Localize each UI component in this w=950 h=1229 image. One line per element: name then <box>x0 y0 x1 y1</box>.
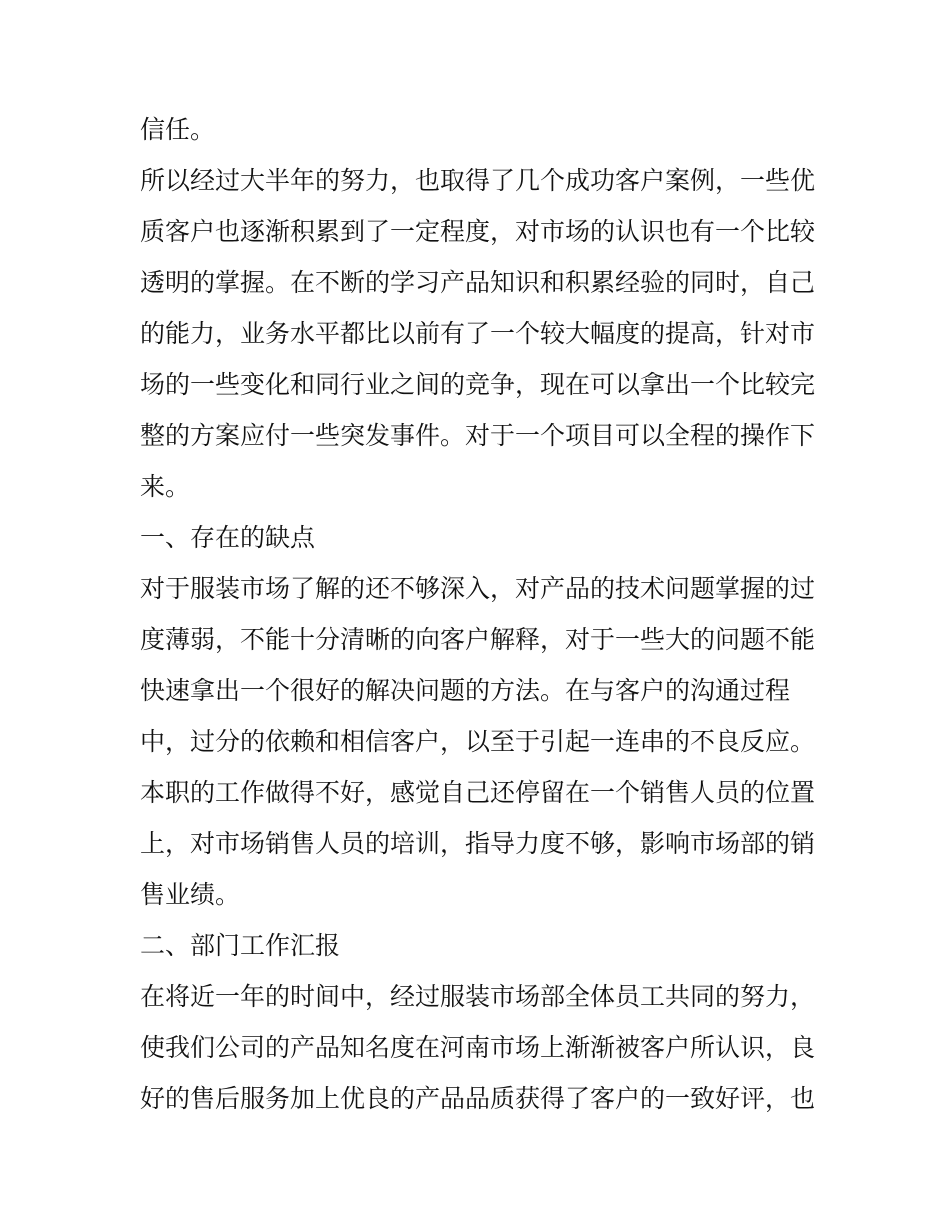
body-text-line: 场的一些变化和同行业之间的竞争，现在可以拿出一个比较完 <box>140 370 816 399</box>
body-text-line: 质客户也逐渐积累到了一定程度，对市场的认识也有一个比较 <box>140 217 816 246</box>
body-text-line: 的能力，业务水平都比以前有了一个较大幅度的提高，针对市 <box>140 319 816 348</box>
body-text-line: 整的方案应付一些突发事件。对于一个项目可以全程的操作下 <box>140 421 816 450</box>
body-text-line: 快速拿出一个很好的解决问题的方法。在与客户的沟通过程 <box>140 676 791 705</box>
body-text-line: 度薄弱，不能十分清晰的向客户解释，对于一些大的问题不能 <box>140 625 816 654</box>
document-body <box>140 104 820 1124</box>
body-text-line: 在将近一年的时间中，经过服装市场部全体员工共同的努力， <box>140 982 816 1011</box>
body-text-line: 来。 <box>140 472 191 501</box>
body-text-line: 好的售后服务加上优良的产品品质获得了客户的一致好评，也 <box>140 1084 816 1113</box>
body-text-line: 所以经过大半年的努力，也取得了几个成功客户案例，一些优 <box>140 166 816 195</box>
body-text-line: 信任。 <box>140 115 216 144</box>
body-text-line: 上，对市场销售人员的培训，指导力度不够，影响市场部的销 <box>140 829 816 858</box>
section-heading-department-report: 二、部门工作汇报 <box>140 931 341 960</box>
body-text-line: 售业绩。 <box>140 880 241 909</box>
body-text-line: 本职的工作做得不好，感觉自己还停留在一个销售人员的位置 <box>140 778 816 807</box>
body-text-line: 中，过分的依赖和相信客户，以至于引起一连串的不良反应。 <box>140 727 816 756</box>
body-text-line: 对于服装市场了解的还不够深入，对产品的技术问题掌握的过 <box>140 574 816 603</box>
section-heading-shortcomings: 一、存在的缺点 <box>140 523 316 552</box>
body-text-line: 使我们公司的产品知名度在河南市场上渐渐被客户所认识，良 <box>140 1033 816 1062</box>
body-text-line: 透明的掌握。在不断的学习产品知识和积累经验的同时，自己 <box>140 268 816 297</box>
